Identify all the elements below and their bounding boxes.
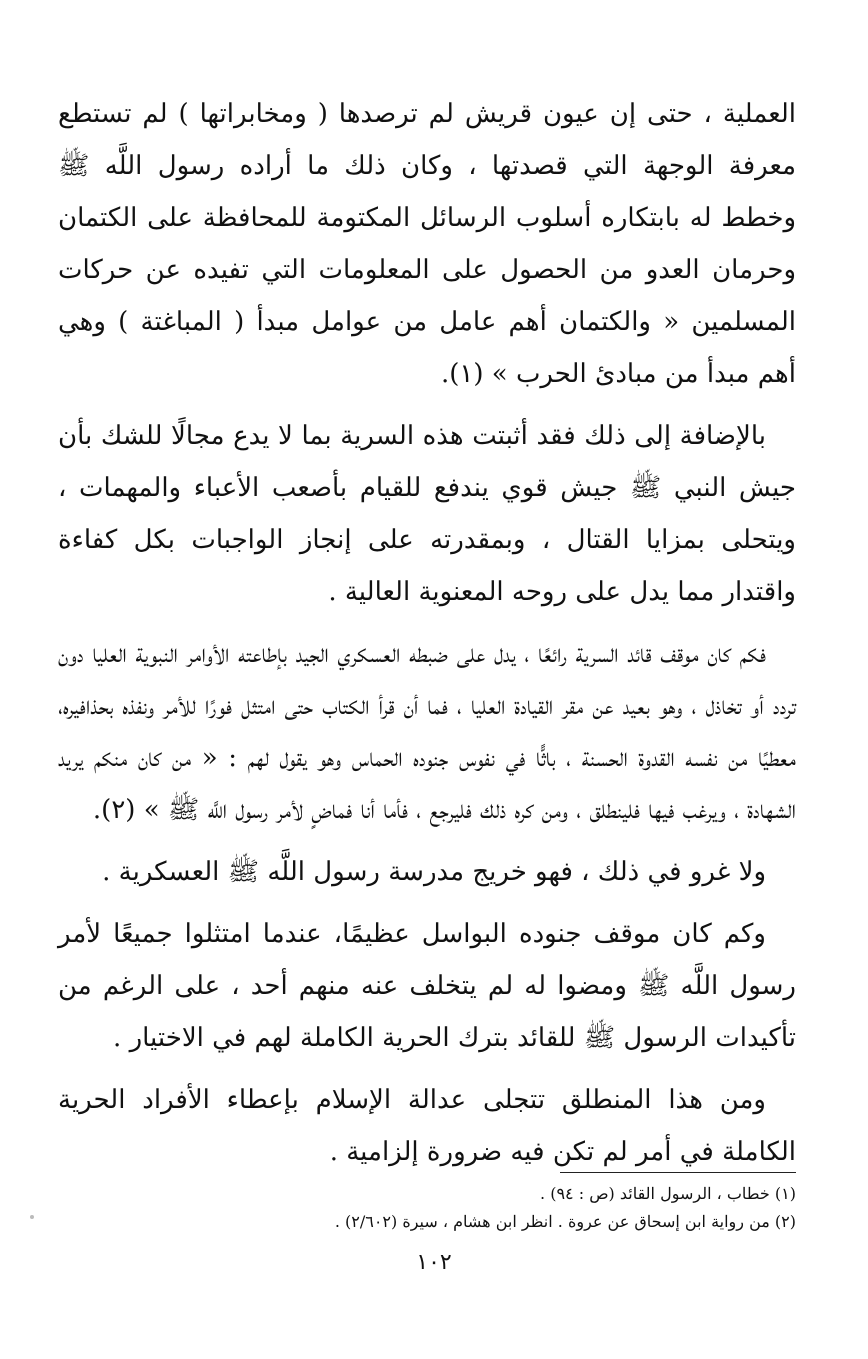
page-body <box>58 88 796 1188</box>
paragraph-1: العملية ، حتى إن عيون قريش لم ترصدها ( ومخابراتها ) لم تستطع معرفة الوجهة التي قصدتها ، وكان ذلك ما أراده رسول اللَّه ﷺ وخطط له بابتكاره أسلوب الرسائل المكتومة للمحافظة على الكتمان وحرمان العدو من الحصول على المعلومات التي تفيده عن حركات المسلمين « والكتمان أهم عامل من عوامل مبدأ ( المباغتة ) وهي أهم مبدأ من مبادئ الحرب » (١). <box>58 99 796 389</box>
footnote-2: (٢) من رواية ابن إسحاق عن عروة . انظر ابن هشام ، سيرة (٢/٦٠٢) . <box>334 1212 796 1231</box>
footnotes <box>58 1180 796 1236</box>
paragraph-2: بالإضافة إلى ذلك فقد أثبتت هذه السرية بما لا يدع مجالًا للشك بأن جيش النبي ﷺ جيش قوي يندفع للقيام بأصعب الأعباء والمهمات ، ويتحلى بمزايا القتال ، وبمقدرته على إنجاز الواجبات بكل كفاءة واقتدار مما يدل على روحه المعنوية العالية . <box>58 421 796 607</box>
paragraph-6: ومن هذا المنطلق تتجلى عدالة الإسلام بإعطاء الأفراد الحرية الكاملة في أمر لم تكن فيه ضرورة إلزامية . <box>58 1085 796 1167</box>
footnote-divider <box>560 1172 796 1173</box>
scan-mark <box>30 1215 34 1219</box>
paragraph-5: وكم كان موقف جنوده البواسل عظيمًا، عندما امتثلوا جميعًا لأمر رسول اللَّه ﷺ ومضوا له لم يتخلف عنه منهم أحد ، على الرغم من تأكيدات الرسول ﷺ للقائد بترك الحرية الكاملة لهم في الاختيار . <box>58 919 796 1053</box>
paragraph-3: فكم كان موقف قائد السرية رائعًا ، يدل على ضبطه العسكري الجيد بإطاعته الأوامر النبوية العليا دون تردد أو تخاذل ، وهو بعيد عن مقر القيادة العليا ، فما أن قرأ الكتاب حتى امتثل فورًا للأمر ونفذه بحذافيره، معطيًا من نفسه القدوة الحسنة ، باثًّا في نفوس جنوده الحماس وهو يقول لهم : « من كان منكم يريد الشهادة ، ويرغب فيها فلينطلق ، ومن كره ذلك فليرجع ، فأما أنا فماضٍ لأمر رسول اللَّه ﷺ » (٢). <box>58 639 796 825</box>
paragraph-4: ولا غرو في ذلك ، فهو خريج مدرسة رسول اللَّه ﷺ العسكرية . <box>102 857 766 887</box>
footnote-1: (١) خطاب ، الرسول القائد (ص : ٩٤) . <box>540 1184 796 1203</box>
page-number: ١٠٢ <box>416 1250 452 1275</box>
